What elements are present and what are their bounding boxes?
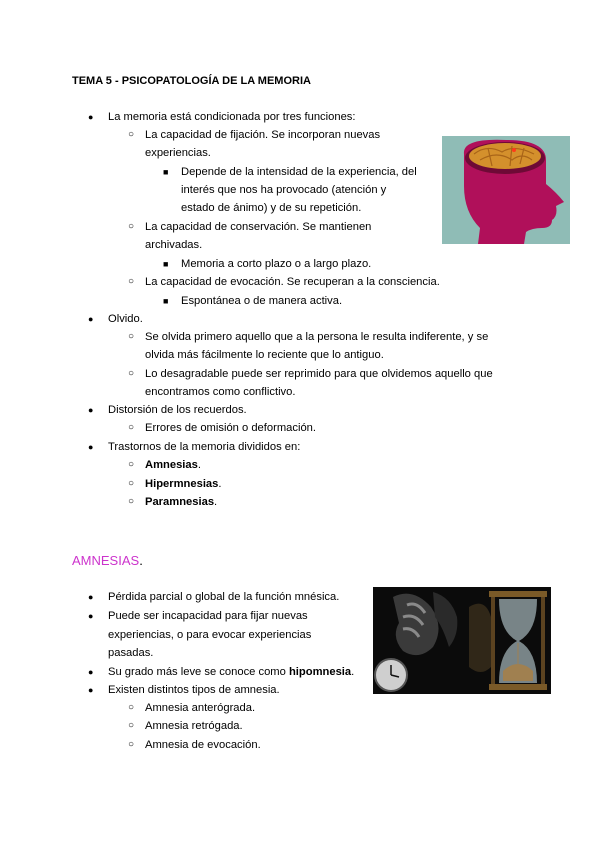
list-item: ○ La capacidad de evocación. Se recuperan a la consciencia.: [145, 274, 440, 290]
list-item: ● Olvido.: [108, 311, 143, 327]
hipomnesia-term: hipomnesia: [288, 666, 352, 678]
amnesias-heading: AMNESIAS: [72, 553, 140, 568]
list-item: [145, 457, 201, 473]
list-item: ● Pérdida parcial o global de la función mnésica.: [108, 589, 339, 605]
list-item: ○ Amnesia anterógrada.: [145, 700, 255, 716]
head-brain-image: [442, 136, 570, 244]
dot: .: [197, 459, 201, 471]
list-item: ● Existen distintos tipos de amnesia.: [108, 682, 280, 698]
hipomnesia-pre: Su grado más leve se conoce como: [108, 666, 289, 678]
list-item: ○ Lo desagradable puede ser reprimido para que olvidemos aquello que: [145, 366, 493, 382]
list-item: [145, 494, 217, 510]
dot: .: [214, 496, 218, 508]
list-item: ● La memoria está condicionada por tres funciones:: [108, 109, 356, 125]
list-item: ○ La capacidad de fijación. Se incorporan nuevas: [145, 127, 380, 143]
list-item: ● Puede ser incapacidad para fijar nuevas: [108, 608, 308, 624]
list-item: ■ Depende de la intensidad de la experiencia, del: [181, 164, 417, 180]
list-item: ○ Se olvida primero aquello que a la persona le resulta indiferente, y se: [145, 329, 488, 345]
list-item-cont: interés que nos ha provocado (atención y: [181, 184, 387, 196]
page-title: TEMA 5 - PSICOPATOLOGÍA DE LA MEMORIA: [72, 75, 311, 87]
list-item: ■ Espontánea o de manera activa.: [181, 293, 342, 309]
hourglass-clock-image: [373, 587, 551, 694]
list-item-cont: experiencias, o para evocar experiencias: [108, 629, 312, 641]
list-item-cont: pasadas.: [108, 647, 154, 659]
list-item-cont: olvida más fácilmente lo reciente que lo antiguo.: [145, 349, 384, 361]
section-heading: [72, 553, 143, 569]
list-item: ○ Errores de omisión o deformación.: [145, 420, 316, 436]
list-item-cont: estado de ánimo) y de su repetición.: [181, 202, 362, 214]
list-item: ■ Memoria a corto plazo o a largo plazo.: [181, 256, 371, 272]
dot: .: [351, 666, 355, 678]
list-item: [108, 664, 354, 680]
hipermnesias-term: Hipermnesias: [145, 478, 219, 490]
list-item-cont: experiencias.: [145, 147, 211, 159]
list-item: ○ La capacidad de conservación. Se mantienen: [145, 219, 371, 235]
heading-dot: .: [139, 553, 143, 568]
dot: .: [218, 478, 222, 490]
amnesias-term: Amnesias: [145, 459, 198, 471]
list-item: ● Distorsión de los recuerdos.: [108, 402, 247, 418]
paramnesias-term: Paramnesias: [145, 496, 215, 508]
list-item: ○ Amnesia de evocación.: [145, 737, 261, 753]
list-item-cont: encontramos como conflictivo.: [145, 386, 296, 398]
list-item: [145, 476, 221, 492]
list-item: ● Trastornos de la memoria divididos en:: [108, 439, 300, 455]
list-item-cont: archivadas.: [145, 239, 203, 251]
list-item: ○ Amnesia retrógada.: [145, 718, 243, 734]
